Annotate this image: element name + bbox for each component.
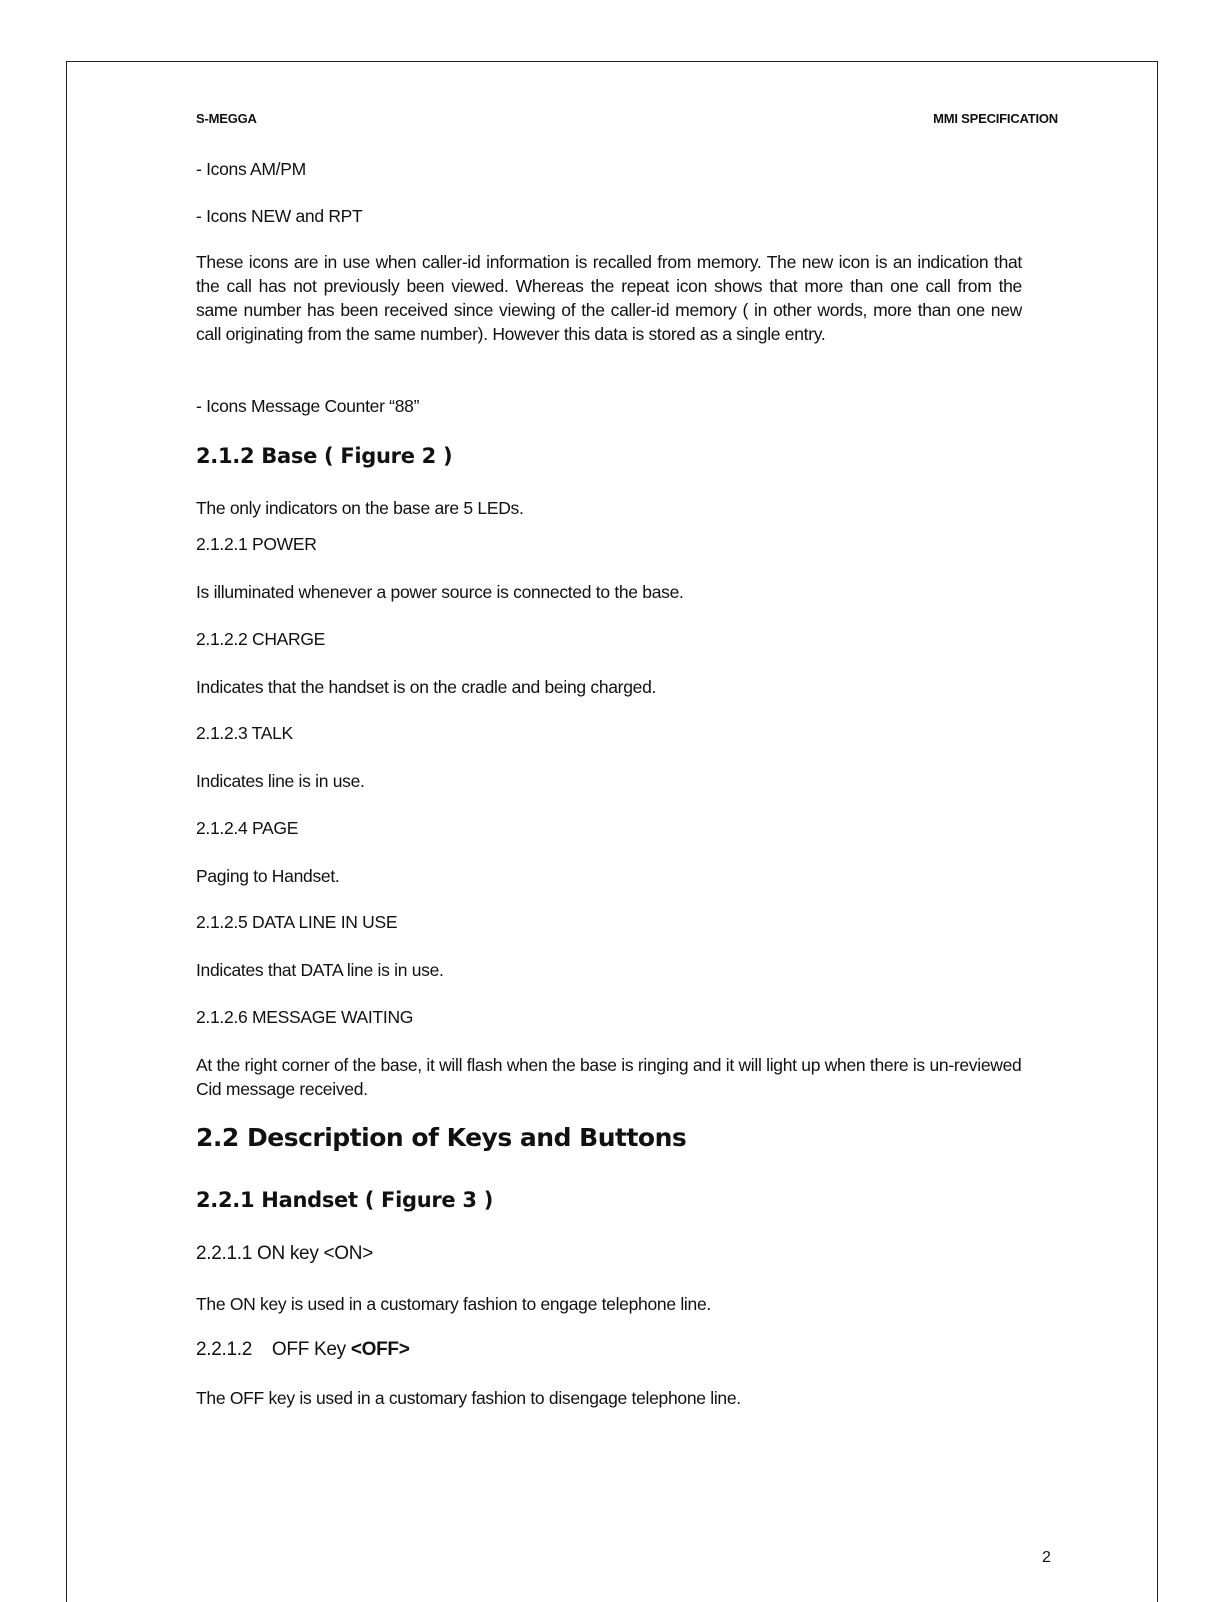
item-text-message-waiting: At the right corner of the base, it will flash when the base is ringing and it will light up when there is un-reviewed Cid message received. (196, 1055, 1022, 1099)
bullet-message-counter: - Icons Message Counter “88” (196, 396, 420, 416)
icons-paragraph: These icons are in use when caller-id information is recalled from memory. The new icon is an indication that the call has not previously been viewed. Whereas the repeat icon shows that more than one call from the same number has been received since viewing of the caller-id memory ( in other words, more than one new call originating from the same number). However this data is stored as a single entry. (196, 252, 1022, 344)
base-intro: The only indicators on the base are 5 LEDs. (196, 498, 524, 518)
item-text-data-line: Indicates that DATA line is in use. (196, 960, 444, 980)
item-text-charge: Indicates that the handset is on the cradle and being charged. (196, 677, 657, 697)
bullet-new-rpt: - Icons NEW and RPT (196, 206, 363, 226)
off-key-title-bold: <OFF> (350, 1339, 410, 1360)
item-title-message-waiting: 2.1.2.6 MESSAGE WAITING (196, 1007, 414, 1027)
item-text-on-key: The ON key is used in a customary fashion to engage telephone line. (196, 1294, 711, 1314)
item-text-talk: Indicates line is in use. (196, 771, 365, 791)
heading-keys-buttons: 2.2 Description of Keys and Buttons (196, 1123, 687, 1152)
heading-base: 2.1.2 Base ( Figure 2 ) (196, 444, 453, 468)
item-text-page: Paging to Handset. (196, 866, 340, 886)
page-number: 2 (1042, 1549, 1051, 1566)
bullet-am-pm: - Icons AM/PM (196, 159, 306, 179)
item-title-page: 2.1.2.4 PAGE (196, 818, 299, 838)
item-title-charge: 2.1.2.2 CHARGE (196, 629, 326, 649)
item-title-off-key (196, 1338, 410, 1362)
header-left: S-MEGGA (196, 111, 257, 126)
item-title-on-key: 2.2.1.1 ON key <ON> (196, 1243, 373, 1264)
item-text-power: Is illuminated whenever a power source is connected to the base. (196, 582, 684, 602)
heading-handset: 2.2.1 Handset ( Figure 3 ) (196, 1188, 493, 1212)
item-title-power: 2.1.2.1 POWER (196, 534, 317, 554)
item-title-talk: 2.1.2.3 TALK (196, 723, 293, 743)
item-text-off-key: The OFF key is used in a customary fashion to disengage telephone line. (196, 1388, 741, 1408)
off-key-title-prefix: 2.2.1.2 OFF Key (196, 1339, 351, 1360)
item-title-data-line: 2.1.2.5 DATA LINE IN USE (196, 912, 398, 932)
header-right: MMI SPECIFICATION (933, 111, 1058, 126)
